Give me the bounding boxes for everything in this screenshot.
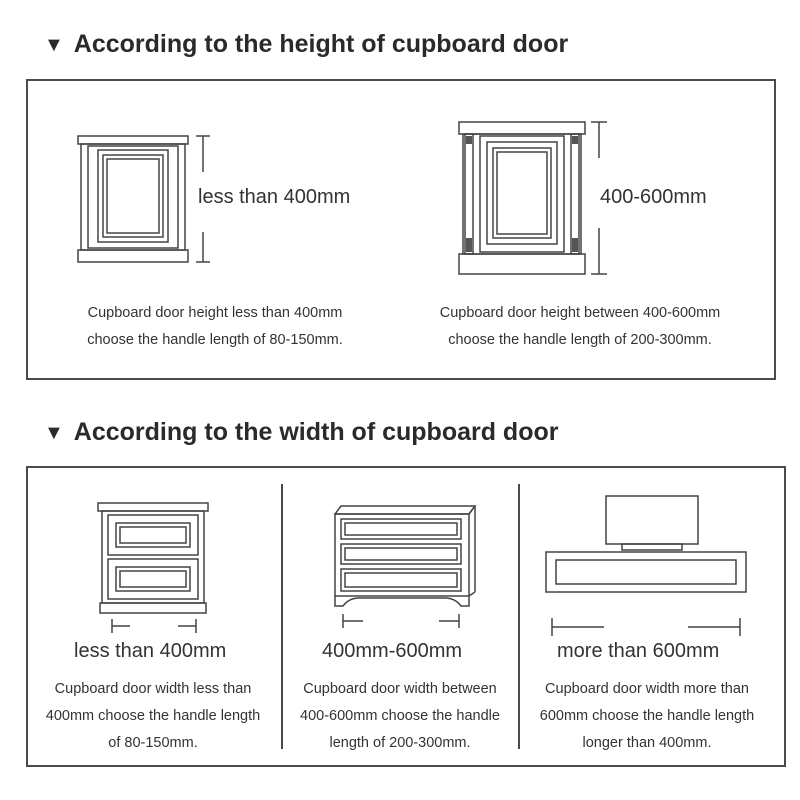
- triangle-down-icon: ▼: [44, 422, 64, 444]
- caption-line: 400-600mm choose the handle: [300, 708, 500, 724]
- narrow-cabinet-width-label: less than 400mm: [74, 640, 227, 662]
- small-cabinet-caption: [40, 300, 390, 354]
- width-section-title: According to the width of cupboard door: [73, 418, 559, 446]
- narrow-cabinet-caption: [28, 676, 278, 757]
- caption-line: Cupboard door height less than 400mm: [87, 305, 343, 321]
- medium-cabinet-width-label: 400mm-600mm: [322, 640, 463, 662]
- wide-cabinet-caption: [519, 676, 775, 757]
- caption-line: Cupboard door height between 400-600mm: [439, 305, 721, 321]
- medium-cabinet-illustration: [333, 504, 478, 638]
- small-cabinet-height-label: less than 400mm: [198, 186, 351, 208]
- small-cabinet-illustration: [78, 132, 218, 267]
- caption-line: Cupboard door width less than: [54, 681, 252, 697]
- wide-cabinet-illustration: [544, 494, 749, 644]
- caption-line: 400mm choose the handle length: [45, 708, 261, 724]
- width-section-heading: [44, 418, 558, 447]
- height-section-title: According to the height of cupboard door: [73, 30, 569, 58]
- caption-line: longer than 400mm.: [582, 735, 712, 751]
- wide-cabinet-width-label: more than 600mm: [557, 640, 720, 662]
- medium-cabinet-caption: [282, 676, 518, 757]
- height-section-heading: [44, 30, 568, 59]
- caption-line: choose the handle length of 200-300mm.: [448, 332, 712, 348]
- caption-line: choose the handle length of 80-150mm.: [87, 332, 343, 348]
- large-cabinet-illustration: [455, 118, 615, 278]
- caption-line: Cupboard door width more than: [545, 681, 749, 697]
- narrow-cabinet-illustration: [98, 501, 218, 637]
- large-cabinet-caption: [400, 300, 760, 354]
- caption-line: of 80-150mm.: [108, 735, 198, 751]
- triangle-down-icon: ▼: [44, 34, 64, 56]
- large-cabinet-height-label: 400-600mm: [600, 186, 707, 208]
- caption-line: length of 200-300mm.: [329, 735, 471, 751]
- caption-line: Cupboard door width between: [303, 681, 497, 697]
- caption-line: 600mm choose the handle length: [539, 708, 755, 724]
